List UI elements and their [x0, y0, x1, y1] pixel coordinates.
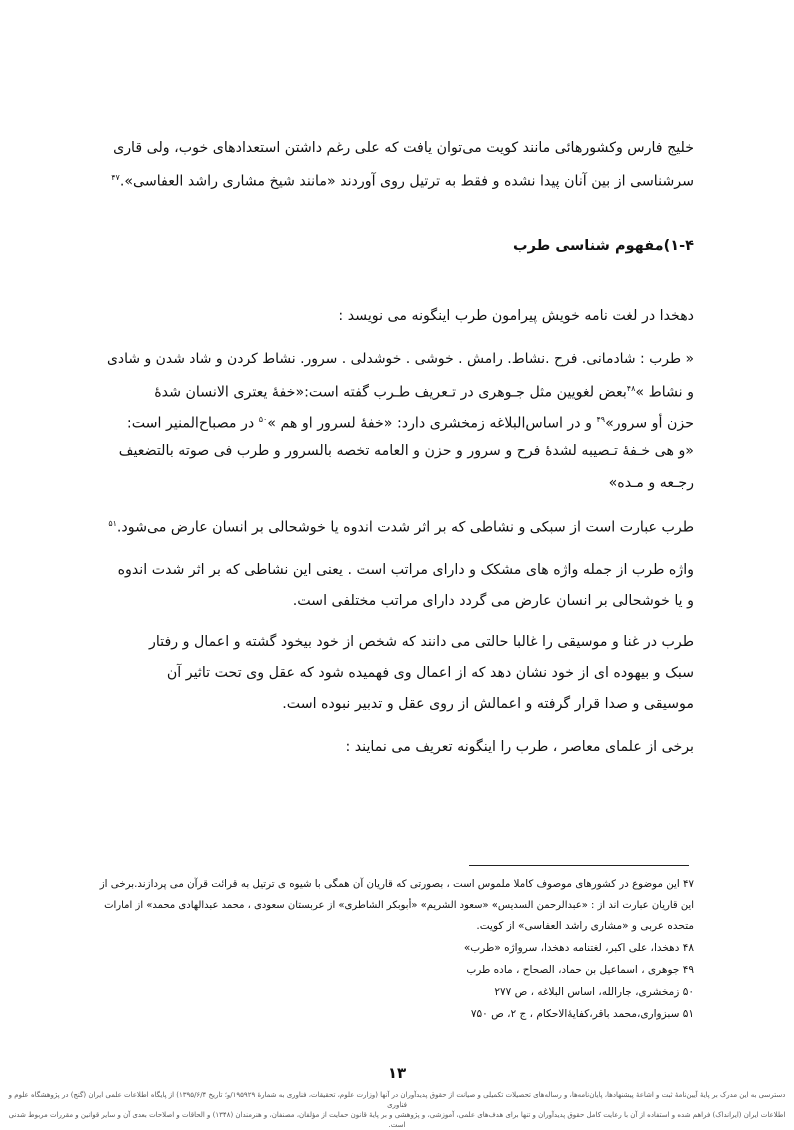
definition-paragraph: طرب عبارت است از سبکی و نشاطی که بر اثر شدت اندوه یا خوشحالی بر انسان عارض می‌شود.$^{۵۱}$ — [108, 519, 694, 536]
copyright-footer — [4, 1090, 790, 1130]
footnote-47-line-1: ۴۷ این موضوع در کشورهای موصوف کاملا ملموس است ، بصورتی که قاریان آن همگی با شیوه ی ترتیل به قرائت قرآن می پردازند.برخی از — [99, 878, 694, 890]
footnote-ref-50: ۵۰ — [258, 415, 268, 424]
scholars-paragraph: برخی از علمای معاصر ، طرب را اینگونه تعریف می نمایند : — [345, 739, 694, 755]
footnote-ref-48: ۴۸ — [626, 384, 636, 393]
footer-line-1: دسترسی به این مدرک بر پایهٔ آیین‌نامهٔ ثبت و اشاعهٔ پیشنهادها، پایان‌نامه‌ها، و رساله‌های تحصیلات تکمیلی و صیانت از حقوق پدیدآوران در آنها (وزارت علوم، تحقیقات، فناوری به شمارهٔ ۱۹۵۹۲۹/و؛ تاریخ ۱۳۹۵/۶/۴) از پایگاه اطلاعات علمی ایران (گنج) در پژوهشگاه علوم و فناوری — [8, 1091, 786, 1109]
quote-line-3: حزن أو سرور»$^{۴۹}$ و در اساس‌البلاغه زمخشری دارد: «خفهٔ لسرور او هم »$^{۵۰}$ در مصباح‌المنیر است: — [126, 415, 694, 432]
mushakkak-line-2: و یا خوشحالی بر انسان عارض می گردد دارای مراتب مختلفی است. — [292, 593, 694, 609]
music-line-3: موسیقی و صدا قرار گرفته و اعمالش از روی عقل و تدبیر نبوده است. — [282, 696, 694, 712]
footnote-50: ۵۰ زمخشری، جارالله، اساس البلاغه ، ص ۲۷۷ — [494, 986, 694, 998]
quote-line-1: « طرب : شادمانی. فرح .نشاط. رامش . خوشی . خوشدلی . سرور. نشاط کردن و شاد شدن و شادی — [107, 351, 694, 367]
footnote-ref-51: ۵۱ — [108, 519, 117, 528]
mushakkak-line-1: واژه طرب از جمله واژه های مشکک و دارای مراتب است . یعنی این نشاطی که بر اثر شدت اندوه — [117, 562, 694, 578]
footnote-ref-47: ۴۷ — [111, 173, 120, 182]
footnote-51: ۵۱ سبزواری،محمد باقر،کفایهٔ‌الاحکام ، ج ۲، ص ۷۵۰ — [470, 1008, 694, 1020]
section-heading: ۱-۴)مفهوم شناسی طرب — [513, 238, 694, 254]
footnote-48: ۴۸ دهخدا، علی اکبر، لغتنامه دهخدا، سرواژه «طرب» — [463, 942, 694, 954]
footnote-47-line-2: این قاریان عبارت اند از : «عبدالرحمن السدیس» «سعود الشریم» «أبوبکر الشاطری» از عربستان سعودی ، محمد عبدالهادی محمد» از امارات — [104, 900, 694, 911]
quote-line-4: «و هی خـفهٔ تـصیبه لشدهٔ فرح و سرور و حزن و العامه تخصه بالسرور و طرب فی صوته بالتضعیف — [118, 443, 694, 459]
footnote-47-line-3: متحده عربی و «مشاری راشد العفاسی» از کویت. — [476, 920, 694, 932]
footnote-49: ۴۹ جوهری ، اسماعیل بن حماد، الصحاح ، ماده طرب — [466, 964, 694, 976]
music-line-1: طرب در غنا و موسیقی را غالبا حالتی می دانند که شخص از خود بیخود گشته و اعمال و رفتار — [148, 634, 694, 650]
page-number: ۱۳ — [387, 1064, 407, 1082]
intro-line-2: سرشناسی از بین آنان پیدا نشده و فقط به ترتیل روی آوردند «مانند شیخ مشاری راشد العفاسی».$^{۴۷}$ — [111, 173, 694, 190]
footnote-ref-49: ۴۹ — [596, 415, 606, 424]
footer-line-2: اطلاعات ایران (ایرانداک) فراهم شده و استفاده از آن با رعایت کامل حقوق پدیدآوران و تنها برای هدف‌های علمی، آموزشی، و پژوهشی و بر پایهٔ قانون حمایت از مؤلفان، مصنفان، و هنرمندان (۱۳۴۸) و الحاقات و اصلاحات بعدی آن و سایر قوانین و مقررات مربوط شدنی است. — [8, 1111, 786, 1129]
quote-line-5: رجـعه و مـده» — [608, 475, 694, 491]
intro-line-1: خلیج فارس وکشورهائی مانند کویت می‌توان یافت که علی رغم داشتن استعدادهای خوب، ولی قاری — [113, 140, 694, 156]
footnote-divider — [469, 865, 689, 866]
quote-line-2: و نشاط »$^{۴۸}$بعض لغویین مثل جـوهری در تـعریف طـرب گفته است:«خفهٔ یعتری الانسان شدهٔ — [154, 384, 694, 401]
dehkhoda-intro: دهخدا در لغت نامه خویش پیرامون طرب اینگونه می نویسد : — [338, 308, 694, 324]
music-line-2: سبک و بیهوده ای از خود نشان دهد که از اعمال وی فهمیده شود که عقل وی تحت تاثیر آن — [166, 665, 694, 681]
